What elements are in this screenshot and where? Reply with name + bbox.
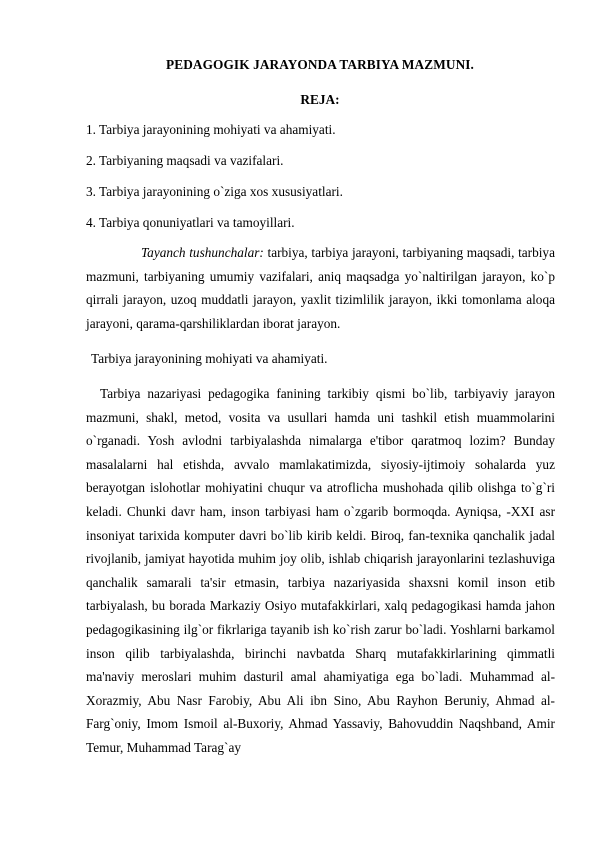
body-paragraph: Tarbiya nazariyasi pedagogika fanining tarkibiy qismi bo`lib, tarbiyaviy jarayon mazmuni, shakl, metod, vosita va usullari hamda uni tashkil etish muammolarini o`rganadi. Yosh avlodni tarbiyalashda nimalarga e'tibor qaratmoq lozim? Bunday masalalarni hal etishda, avvalo mamlakatimizda, siyosiy-ijtimoiy sohalarda yuz berayotgan islohotlar mohiyatini chuqur va atroflicha mushohada qilib olishga to`g`ri keladi. Chunki davr ham, inson tarbiyasi ham o`zgarib bormoqda. Ayniqsa, -XXI asr insoniyat tarixida komputer davri bo`lib kirib keldi. Biroq, fan-texnika qanchalik jadal rivojlanib, jamiyat hayotida muhim joy olib, ishlab chiqarish jarayonlarini tezlashuviga qanchalik samarali ta'sir etmasin, tarbiya nazariyasida shaxsni komil inson etib tarbiyalash, bu borada Markaziy Osiyo mutafakkirlari, xalq pedagogikasi hamda jahon pedagogikasining ilg`or fikrlariga tayanib ish ko`rish zarur bo`ladi. Yoshlarni barkamol inson qilib tarbiyalashda, birinchi navbatda Sharq mutafakkirlarining qimmatli ma'naviy meroslari muhim dasturil amal ahamiyatiga ega bo`ladi. Muhammad al-Xorazmiy, Abu Nasr Farobiy, Abu Ali ibn Sino, Abu Rayhon Beruniy, Ahmad al-Farg`oniy, Imom Ismoil al-Buxoriy, Ahmad Yassaviy, Bahovuddin Naqshband, Amir Temur, Muhammad Tarag`ay	[86, 386, 555, 755]
plan-item: 1. Tarbiya jarayonining mohiyati va ahamiyati.	[86, 122, 336, 137]
plan-list	[86, 120, 343, 244]
plan-item: 4. Tarbiya qonuniyatlari va tamoyillari.	[86, 215, 295, 230]
plan-item: 2. Tarbiyaning maqsadi va vazifalari.	[86, 153, 284, 168]
document-title: PEDAGOGIK JARAYONDA TARBIYA MAZMUNI.	[166, 57, 474, 72]
section-heading: Tarbiya jarayonining mohiyati va ahamiyati.	[91, 351, 328, 366]
plan-item: 3. Tarbiya jarayonining o`ziga xos xususiyatlari.	[86, 184, 343, 199]
keywords-label: Tayanch tushunchalar:	[141, 245, 264, 260]
plan-heading: REJA:	[300, 92, 340, 107]
keywords-paragraph	[86, 241, 555, 335]
keywords-text: tarbiya, tarbiya jarayoni, tarbiyaning maqsadi, tarbiya mazmuni, tarbiyaning umumiy vazifalari, aniq maqsadga yo`naltirilgan jarayon, ko`p qirrali jarayon, uzoq muddatli jarayon, yaxlit tizimlilik jarayon, ikki tomonlama aloqa jarayoni, qarama-qarshiliklardan iborat jarayon.	[86, 245, 555, 331]
